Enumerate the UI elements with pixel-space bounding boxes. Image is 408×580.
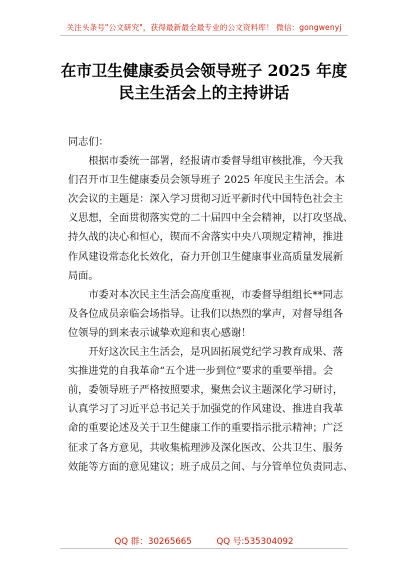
footer-qq-group: QQ 群：30265665 (114, 537, 192, 547)
header-banner: 关注头条号"公文研究"，获得最新最全最专业的公文资料库！ 微信：gongwenyj (66, 23, 342, 32)
body-line: 征求了各方意见，共收集梳理涉及深化医改、公共卫生、服务 (68, 442, 344, 454)
body-line: 作风建设常态化长效化，奋力开创卫生健康事业高质量发展新 (68, 251, 344, 263)
title-line: 在市卫生健康委员会领导班子 2025 年度 (60, 61, 348, 80)
body-line: 持久战的决心和恒心，锲而不舍落实中央八项规定精神，推进 (68, 232, 344, 244)
body-line: 市委对本次民主生活会高度重视，市委督导组组长**同志 (68, 289, 344, 301)
body-line: 及各位成员亲临会场指导。让我们以热烈的掌声，对督导组各 (68, 308, 344, 320)
body-line: 根据市委统一部署，经报请市委督导组审核批准，今天我 (68, 156, 344, 168)
body-line: 局面。 (68, 270, 99, 282)
body-line: 前，委领导班子严格按照要求，聚焦会议主题深化学习研讨， (68, 385, 344, 397)
title-line: 民主生活会上的主持讲话 (118, 83, 290, 102)
body-line: 次会议的主题是：深入学习贯彻习近平新时代中国特色社会主 (68, 194, 344, 206)
header-rule (60, 35, 348, 36)
salutation: 同志们： (68, 137, 109, 148)
body-line: 认真学习了习近平总书记关于加强党的作风建设、推进自我革 (68, 404, 344, 416)
document-body (68, 133, 354, 477)
body-line: 效能等方面的意见建议；班子成员之间、与分管单位负责同志、 (68, 461, 354, 473)
body-line: 实推进党的自我革命“五个进一步到位”要求的重要举措。会 (68, 366, 334, 378)
body-line: 开好这次民主生活会，是巩固拓展党纪学习教育成果、落 (68, 347, 344, 359)
body-line: 位领导的到来表示诚挚欢迎和衷心感谢！ (68, 327, 252, 339)
footer-rule (60, 548, 348, 549)
document-title (0, 60, 408, 104)
body-line: 义思想，全面贯彻落实党的二十届四中全会精神，以打攻坚战、 (68, 213, 354, 225)
footer-qq-number: QQ 号:535304092 (216, 537, 294, 547)
body-line: 命的重要论述及关于卫生健康工作的重要指示批示精神；广泛 (68, 423, 344, 435)
body-line: 们召开市卫生健康委员会领导班子 2025 年度民主生活会。本 (68, 175, 345, 187)
footer-contact (0, 535, 408, 547)
